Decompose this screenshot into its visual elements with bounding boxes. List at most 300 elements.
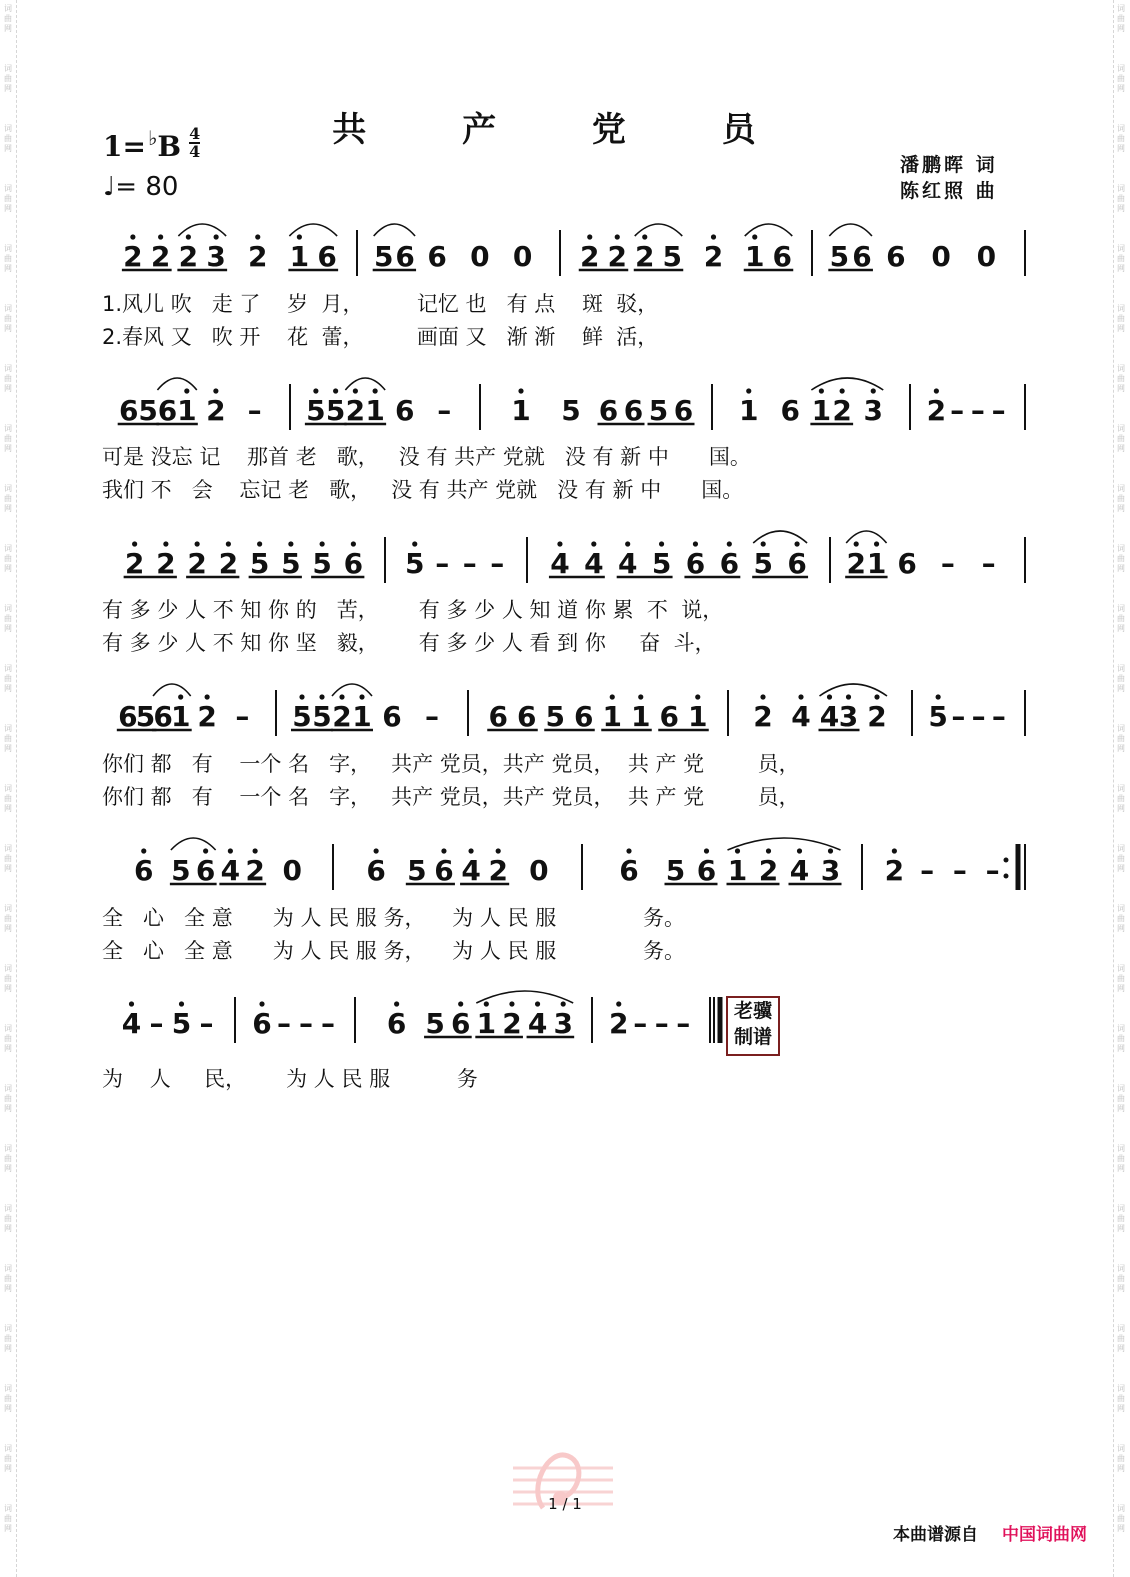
watermark-text: 词 曲 网 bbox=[4, 124, 12, 153]
note-digit: 6 bbox=[395, 394, 415, 427]
dash-mark: – bbox=[199, 1007, 214, 1040]
dash-mark: – bbox=[676, 1007, 691, 1040]
octave-dot bbox=[854, 541, 859, 546]
octave-dot bbox=[934, 388, 939, 393]
lyrics-line1-verse1: 1.风儿 吹 走 了 岁 月， 记忆 也 有 点 斑 驳， bbox=[102, 292, 659, 316]
octave-dot bbox=[727, 541, 732, 546]
octave-dot bbox=[257, 541, 262, 546]
octave-dot bbox=[819, 388, 824, 393]
note-digit: 5 bbox=[171, 1007, 192, 1040]
slur-arc bbox=[178, 224, 226, 236]
note-digit: 4 bbox=[584, 547, 604, 580]
source-site-link[interactable]: 中国词曲网 bbox=[1002, 1525, 1087, 1545]
note-digit: 4 bbox=[121, 1007, 142, 1040]
watermark-text: 词 曲 网 bbox=[4, 1384, 12, 1413]
dash-mark: – bbox=[950, 394, 965, 427]
note-digit: 6 bbox=[195, 854, 216, 887]
octave-dot bbox=[203, 848, 208, 853]
note-digit: 2 bbox=[832, 394, 852, 427]
octave-dot bbox=[353, 388, 358, 393]
dash-mark: – bbox=[633, 1007, 648, 1040]
octave-dot bbox=[412, 541, 417, 546]
note-digit: 2 bbox=[580, 240, 600, 273]
watermark-text: 词 曲 网 bbox=[1117, 784, 1125, 813]
watermark-text: 词 曲 网 bbox=[1117, 1384, 1125, 1413]
watermark-text: 词 曲 网 bbox=[4, 904, 12, 933]
watermark-text: 词 曲 网 bbox=[1117, 1444, 1125, 1473]
note-digit: 5 bbox=[138, 394, 158, 427]
note-digit: 5 bbox=[662, 240, 682, 273]
lyrics-line4-verse2: 你们 都 有 一个 名 字， 共产 党员，共产 党员， 共 产 党 员， bbox=[102, 785, 800, 809]
note-digit: 5 bbox=[325, 394, 346, 427]
octave-dot bbox=[752, 234, 757, 239]
stamp-line2: 制谱 bbox=[733, 1026, 772, 1048]
octave-dot bbox=[351, 541, 356, 546]
watermark-text: 词 曲 网 bbox=[4, 784, 12, 813]
note-digit: 1 bbox=[866, 547, 887, 580]
slur-arc bbox=[476, 991, 573, 1003]
note-digit: 5 bbox=[753, 547, 773, 580]
note-digit: 0 bbox=[931, 240, 951, 273]
key-note: B bbox=[157, 130, 182, 163]
note-digit: 6 bbox=[673, 394, 694, 427]
octave-dot bbox=[535, 1001, 540, 1006]
dash-mark: – bbox=[435, 547, 450, 580]
octave-dot bbox=[213, 388, 218, 393]
note-digit: 2 bbox=[123, 240, 143, 273]
lyrics-line1-verse2: 2.春风 又 吹 开 花 蕾， 画面 又 渐 渐 鲜 活， bbox=[102, 325, 659, 349]
octave-dot bbox=[827, 694, 832, 699]
note-digit: 0 bbox=[529, 854, 549, 887]
dash-mark: – bbox=[952, 854, 967, 887]
watermark-text: 词 曲 网 bbox=[1117, 1024, 1125, 1053]
note-digit: 1 bbox=[727, 854, 748, 887]
meter-top: 4 bbox=[189, 123, 201, 143]
octave-dot bbox=[129, 1001, 134, 1006]
note-digit: 4 bbox=[791, 700, 811, 733]
watermark-text: 词 曲 网 bbox=[1117, 1264, 1125, 1293]
note-digit: 5 bbox=[312, 700, 332, 733]
octave-dot bbox=[509, 1001, 514, 1006]
note-digit: 2 bbox=[187, 547, 207, 580]
note-digit: 2 bbox=[206, 394, 226, 427]
octave-dot bbox=[874, 541, 879, 546]
note-digit: 2 bbox=[345, 394, 366, 427]
note-digit: 5 bbox=[171, 854, 191, 887]
note-digit: 2 bbox=[846, 547, 866, 580]
dash-mark: – bbox=[437, 394, 452, 427]
watermark-text: 词 曲 网 bbox=[4, 64, 12, 93]
note-digit: 1 bbox=[811, 394, 832, 427]
note-digit: 5 bbox=[373, 240, 394, 273]
slur-arc bbox=[157, 378, 196, 390]
octave-dot bbox=[616, 1001, 621, 1006]
octave-dot bbox=[591, 541, 596, 546]
stamp-line1: 老骥 bbox=[733, 1000, 772, 1022]
octave-dot bbox=[892, 848, 897, 853]
tempo-value: = 80 bbox=[115, 172, 179, 202]
note-digit: 2 bbox=[635, 240, 655, 273]
note-digit: 6 bbox=[395, 240, 415, 273]
note-digit: 2 bbox=[124, 547, 145, 580]
note-digit: 6 bbox=[574, 700, 594, 733]
note-digit: 6 bbox=[696, 854, 717, 887]
octave-dot bbox=[359, 694, 364, 699]
note-digit: 1 bbox=[476, 1007, 497, 1040]
note-digit: 5 bbox=[312, 547, 332, 580]
octave-dot bbox=[936, 694, 941, 699]
octave-dot bbox=[458, 1001, 463, 1006]
note-digit: 1 bbox=[511, 394, 531, 427]
note-digit: 2 bbox=[502, 1007, 522, 1040]
octave-dot bbox=[259, 1001, 264, 1006]
note-digit: 3 bbox=[820, 854, 841, 887]
lyrics-line6: 为 人 民， 为 人 民 服 务 bbox=[102, 1067, 478, 1091]
note-digit: 6 bbox=[772, 240, 792, 273]
octave-dot bbox=[297, 234, 302, 239]
note-digit: 2 bbox=[248, 240, 268, 273]
arranger-stamp bbox=[726, 996, 780, 1056]
dash-mark: – bbox=[654, 1007, 669, 1040]
note-digit: 3 bbox=[863, 394, 883, 427]
note-digit: 6 bbox=[118, 394, 139, 427]
lyricist-credit: 潘鹏晖 词 bbox=[900, 154, 998, 176]
octave-dot bbox=[319, 694, 324, 699]
watermark-text: 词 曲 网 bbox=[1117, 424, 1125, 453]
note-digit: 3 bbox=[553, 1007, 573, 1040]
octave-dot bbox=[394, 1001, 399, 1006]
octave-dot bbox=[794, 541, 799, 546]
meter-bottom: 4 bbox=[189, 141, 201, 161]
note-digit: 1 bbox=[365, 394, 385, 427]
note-digit: 1 bbox=[739, 394, 759, 427]
watermark-text: 词 曲 网 bbox=[1117, 244, 1125, 273]
note-digit: 4 bbox=[550, 547, 570, 580]
octave-dot bbox=[441, 848, 446, 853]
slur-arc bbox=[753, 531, 807, 543]
slur-arc bbox=[745, 224, 793, 236]
note-digit: 1 bbox=[352, 700, 372, 733]
watermark-text: 词 曲 网 bbox=[4, 844, 12, 873]
octave-dot bbox=[798, 694, 803, 699]
octave-dot bbox=[158, 234, 163, 239]
watermark-text: 词 曲 网 bbox=[4, 184, 12, 213]
repeat-dot bbox=[1004, 874, 1009, 879]
note-digit: 2 bbox=[753, 700, 773, 733]
watermark-text: 词 曲 网 bbox=[4, 724, 12, 753]
note-digit: 0 bbox=[282, 854, 302, 887]
watermark-text: 词 曲 网 bbox=[4, 964, 12, 993]
octave-dot bbox=[130, 234, 135, 239]
watermark-text: 词 曲 网 bbox=[4, 1444, 12, 1473]
lyrics-line3-verse1: 有 多 少 人 不 知 你 的 苦， 有 多 少 人 知 道 你 累 不 说， bbox=[102, 598, 724, 622]
watermark-text: 词 曲 网 bbox=[4, 1024, 12, 1053]
note-digit: 4 bbox=[220, 854, 241, 887]
dash-mark: – bbox=[920, 854, 935, 887]
note-digit: 6 bbox=[153, 700, 173, 733]
note-digit: 2 bbox=[703, 240, 724, 273]
note-digit: 6 bbox=[780, 394, 800, 427]
octave-dot bbox=[561, 1001, 566, 1006]
note-digit: 6 bbox=[897, 547, 917, 580]
lyrics-line2-verse1: 可是 没忘 记 那首 老 歌， 没 有 共产 党就 没 有 新 中 国。 bbox=[102, 445, 751, 469]
watermark-text: 词 曲 网 bbox=[1117, 4, 1125, 33]
note-digit: 5 bbox=[561, 394, 581, 427]
note-digit: 2 bbox=[607, 240, 627, 273]
note-digit: 6 bbox=[598, 394, 619, 427]
note-digit: 1 bbox=[745, 240, 765, 273]
watermark-text: 词 曲 网 bbox=[1117, 964, 1125, 993]
note-digit: 5 bbox=[545, 700, 565, 733]
note-digit: 4 bbox=[527, 1007, 548, 1040]
note-digit: 4 bbox=[819, 700, 840, 733]
octave-dot bbox=[557, 541, 562, 546]
repeat-dot bbox=[1004, 858, 1009, 863]
lyrics-line5-verse1: 全 心 全 意 为 人 民 服 务， 为 人 民 服 务。 bbox=[102, 906, 685, 930]
note-digit: 2 bbox=[245, 854, 265, 887]
slur-arc bbox=[728, 838, 841, 850]
note-digit: 6 bbox=[252, 1007, 272, 1040]
octave-dot bbox=[610, 694, 615, 699]
note-digit: 5 bbox=[407, 854, 427, 887]
watermark-text: 词 曲 网 bbox=[1117, 1324, 1125, 1353]
watermark-text: 词 曲 网 bbox=[1117, 304, 1125, 333]
octave-dot bbox=[797, 848, 802, 853]
octave-dot bbox=[695, 694, 700, 699]
note-digit: 1 bbox=[170, 700, 191, 733]
octave-dot bbox=[484, 1001, 489, 1006]
watermark-text: 词 曲 网 bbox=[1117, 544, 1125, 573]
watermark-text: 词 曲 网 bbox=[1117, 1084, 1125, 1113]
note-digit: 4 bbox=[617, 547, 638, 580]
note-digit: 4 bbox=[461, 854, 481, 887]
octave-dot bbox=[711, 234, 716, 239]
note-digit: 0 bbox=[470, 240, 490, 273]
note-digit: 6 bbox=[685, 547, 706, 580]
watermark-text: 词 曲 网 bbox=[4, 484, 12, 513]
note-digit: 1 bbox=[631, 700, 651, 733]
watermark-text: 词 曲 网 bbox=[4, 664, 12, 693]
note-digit: 6 bbox=[787, 547, 807, 580]
note-digit: 6 bbox=[719, 547, 740, 580]
dash-mark: – bbox=[981, 547, 996, 580]
octave-dot bbox=[693, 541, 698, 546]
note-digit: 6 bbox=[852, 240, 872, 273]
note-digit: 6 bbox=[386, 1007, 407, 1040]
dash-mark: – bbox=[985, 854, 1000, 887]
octave-dot bbox=[518, 388, 523, 393]
octave-dot bbox=[163, 541, 168, 546]
note-digit: 6 bbox=[118, 700, 138, 733]
octave-dot bbox=[761, 541, 766, 546]
note-digit: 2 bbox=[867, 700, 887, 733]
watermark-text: 词 曲 网 bbox=[1117, 1144, 1125, 1173]
dash-mark: – bbox=[971, 700, 986, 733]
note-digit: 6 bbox=[619, 854, 639, 887]
dash-mark: – bbox=[951, 700, 966, 733]
note-digit: 2 bbox=[609, 1007, 629, 1040]
note-digit: 6 bbox=[450, 1007, 471, 1040]
note-digit: 3 bbox=[838, 700, 859, 733]
flat-sign: ♭ bbox=[147, 126, 158, 150]
note-digit: 5 bbox=[292, 700, 312, 733]
note-digit: 5 bbox=[281, 547, 301, 580]
octave-dot bbox=[704, 848, 709, 853]
slur-arc bbox=[374, 224, 415, 236]
watermark-text: 词 曲 网 bbox=[4, 364, 12, 393]
note-digit: 5 bbox=[306, 394, 326, 427]
octave-dot bbox=[299, 694, 304, 699]
note-digit: 6 bbox=[366, 854, 386, 887]
note-digit: 1 bbox=[688, 700, 708, 733]
dash-mark: – bbox=[149, 1007, 164, 1040]
slur-arc bbox=[635, 224, 683, 236]
note-digit: 5 bbox=[249, 547, 270, 580]
note-digit: 2 bbox=[488, 854, 508, 887]
watermark-text: 词 曲 网 bbox=[1117, 184, 1125, 213]
octave-dot bbox=[468, 848, 473, 853]
octave-dot bbox=[184, 388, 189, 393]
watermark-text: 词 曲 网 bbox=[4, 1504, 12, 1533]
note-digit: 6 bbox=[886, 240, 906, 273]
octave-dot bbox=[205, 694, 210, 699]
lyrics-line5-verse2: 全 心 全 意 为 人 民 服 务， 为 人 民 服 务。 bbox=[102, 939, 685, 963]
slur-arc bbox=[153, 684, 191, 696]
octave-dot bbox=[642, 234, 647, 239]
song-title: 共 产 党 员 bbox=[332, 110, 798, 150]
octave-dot bbox=[746, 388, 751, 393]
note-digit: 5 bbox=[648, 394, 669, 427]
octave-dot bbox=[253, 848, 258, 853]
octave-dot bbox=[214, 234, 219, 239]
watermark-text: 词 曲 网 bbox=[1117, 64, 1125, 93]
octave-dot bbox=[195, 541, 200, 546]
watermark-text: 词 曲 网 bbox=[1117, 664, 1125, 693]
note-digit: 6 bbox=[517, 700, 537, 733]
slur-arc bbox=[829, 224, 872, 236]
octave-dot bbox=[615, 234, 620, 239]
dash-mark: – bbox=[970, 394, 985, 427]
octave-dot bbox=[871, 388, 876, 393]
dash-mark: – bbox=[490, 547, 505, 580]
octave-dot bbox=[659, 541, 664, 546]
note-digit: 2 bbox=[197, 700, 217, 733]
note-digit: 5 bbox=[425, 1007, 445, 1040]
note-digit: 2 bbox=[332, 700, 352, 733]
note-digit: 2 bbox=[218, 547, 239, 580]
note-digit: 1 bbox=[602, 700, 622, 733]
note-digit: 2 bbox=[926, 394, 947, 427]
octave-dot bbox=[313, 388, 318, 393]
note-digit: 6 bbox=[317, 240, 337, 273]
octave-dot bbox=[874, 694, 879, 699]
dash-mark: – bbox=[235, 700, 250, 733]
note-digit: 5 bbox=[135, 700, 156, 733]
watermark-text: 词 曲 网 bbox=[1117, 1504, 1125, 1533]
octave-dot bbox=[186, 234, 191, 239]
note-digit: 2 bbox=[150, 240, 171, 273]
watermark-text: 词 曲 网 bbox=[1117, 484, 1125, 513]
note-digit: 6 bbox=[659, 700, 679, 733]
dash-mark: – bbox=[247, 394, 262, 427]
octave-dot bbox=[255, 234, 260, 239]
octave-dot bbox=[339, 694, 344, 699]
dash-mark: – bbox=[991, 394, 1006, 427]
note-digit: 5 bbox=[829, 240, 850, 273]
watermark-text: 词 曲 网 bbox=[4, 1324, 12, 1353]
slur-arc bbox=[820, 684, 888, 696]
watermark-text: 词 曲 网 bbox=[1117, 604, 1125, 633]
watermark-text: 词 曲 网 bbox=[4, 1204, 12, 1233]
octave-dot bbox=[735, 848, 740, 853]
watermark-text: 词 曲 网 bbox=[4, 544, 12, 573]
dash-mark: – bbox=[991, 700, 1006, 733]
note-digit: 3 bbox=[206, 240, 226, 273]
note-digit: 6 bbox=[623, 394, 644, 427]
watermark-text: 词 曲 网 bbox=[1117, 724, 1125, 753]
octave-dot bbox=[288, 541, 293, 546]
source-label: 本曲谱源自 bbox=[893, 1525, 978, 1545]
slur-arc bbox=[332, 684, 372, 696]
slur-arc bbox=[846, 531, 886, 543]
note-digit: 1 bbox=[177, 394, 197, 427]
octave-dot bbox=[373, 388, 378, 393]
watermark-text: 词 曲 网 bbox=[4, 304, 12, 333]
dash-mark: – bbox=[940, 547, 955, 580]
watermark-text: 词 曲 网 bbox=[1117, 1204, 1125, 1233]
octave-dot bbox=[320, 541, 325, 546]
octave-dot bbox=[846, 694, 851, 699]
dash-mark: – bbox=[462, 547, 477, 580]
octave-dot bbox=[333, 388, 338, 393]
watermark-text: 词 曲 网 bbox=[4, 424, 12, 453]
dash-mark: – bbox=[425, 700, 439, 733]
lyrics-line3-verse2: 有 多 少 人 不 知 你 坚 毅， 有 多 少 人 看 到 你 奋 斗， bbox=[102, 631, 716, 655]
dash-mark: – bbox=[299, 1007, 313, 1040]
note-digit: 0 bbox=[512, 240, 533, 273]
watermark-text: 词 曲 网 bbox=[1117, 124, 1125, 153]
note-digit: 4 bbox=[789, 854, 810, 887]
octave-dot bbox=[766, 848, 771, 853]
note-digit: 5 bbox=[651, 547, 672, 580]
watermark-text: 词 曲 网 bbox=[1117, 364, 1125, 393]
watermark-text: 词 曲 网 bbox=[1117, 844, 1125, 873]
watermark-text: 词 曲 网 bbox=[4, 4, 12, 33]
note-digit: 5 bbox=[405, 547, 425, 580]
lyrics-line2-verse2: 我们 不 会 忘记 老 歌， 没 有 共产 党就 没 有 新 中 国。 bbox=[102, 478, 744, 502]
note-digit: 2 bbox=[758, 854, 779, 887]
slur-arc bbox=[811, 378, 883, 390]
slur-arc bbox=[171, 838, 216, 850]
lyrics-line4-verse1: 你们 都 有 一个 名 字， 共产 党员，共产 党员， 共 产 党 员， bbox=[102, 752, 800, 776]
note-digit: 5 bbox=[928, 700, 948, 733]
note-digit: 2 bbox=[178, 240, 199, 273]
key-prefix: 1= bbox=[103, 130, 146, 163]
note-digit: 6 bbox=[157, 394, 178, 427]
octave-dot bbox=[132, 541, 137, 546]
octave-dot bbox=[496, 848, 501, 853]
octave-dot bbox=[228, 848, 233, 853]
octave-dot bbox=[625, 541, 630, 546]
octave-dot bbox=[141, 848, 146, 853]
dash-mark: – bbox=[321, 1007, 335, 1040]
watermark-text: 词 曲 网 bbox=[1117, 904, 1125, 933]
note-digit: 5 bbox=[665, 854, 686, 887]
octave-dot bbox=[828, 848, 833, 853]
note-digit: 2 bbox=[156, 547, 176, 580]
note-digit: 0 bbox=[976, 240, 997, 273]
octave-dot bbox=[178, 694, 183, 699]
